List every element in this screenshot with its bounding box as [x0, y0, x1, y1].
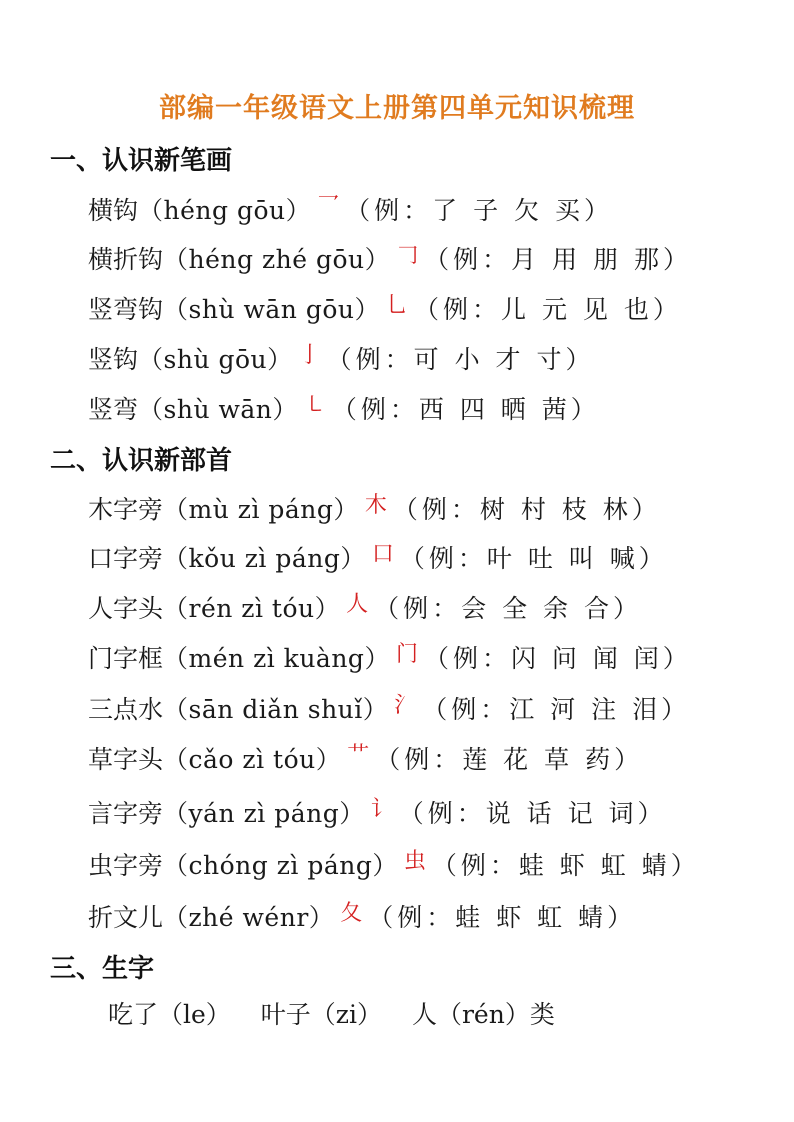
examples: （例：了 子 欠 买） — [345, 196, 613, 225]
list-item — [88, 638, 692, 676]
examples: （例：可 小 才 寸） — [326, 345, 595, 374]
pinyin: （mù zì páng） — [163, 495, 359, 524]
radical-glyph: 夂 — [340, 901, 363, 926]
pinyin: （yán zì páng） — [163, 799, 365, 828]
pinyin: （chóng zì páng） — [163, 851, 398, 880]
stroke-glyph: ㇄ — [303, 393, 326, 418]
radical-name: 折文儿 — [88, 903, 164, 932]
list-item — [88, 538, 668, 576]
examples: （例：西 四 晒 茜） — [331, 395, 600, 424]
radical-name: 木字旁 — [88, 495, 164, 524]
examples: （例：蛙 虾 虹 蜻） — [368, 903, 637, 932]
radical-name: 虫字旁 — [88, 851, 164, 880]
examples: （例：说 话 记 词） — [398, 799, 667, 828]
examples: （例：莲 花 草 药） — [375, 745, 644, 774]
examples: （例：儿 元 见 也） — [414, 295, 682, 324]
radical-glyph: 木 — [364, 493, 387, 518]
radical-name: 三点水 — [88, 695, 164, 724]
section-heading-characters: 三、生字 — [50, 954, 155, 984]
character-item: 叶子（zi） — [260, 1000, 382, 1029]
list-item — [88, 339, 595, 377]
pinyin: （rén zì tóu） — [163, 594, 341, 623]
stroke-name: 横折钩 — [88, 245, 164, 274]
list-item — [88, 689, 690, 727]
stroke-name: 横钩 — [88, 196, 139, 225]
pinyin: （shù gōu） — [138, 345, 293, 374]
pinyin: （héng gōu） — [138, 196, 312, 225]
stroke-glyph: 𠃌 — [396, 243, 419, 268]
radical-name: 草字头 — [88, 745, 164, 774]
list-item — [88, 588, 642, 626]
radical-glyph: 口 — [371, 542, 394, 567]
pinyin: （zhé wénr） — [163, 903, 335, 932]
pinyin: （sān diǎn shuǐ） — [163, 695, 389, 724]
stroke-name: 竖弯钩 — [88, 295, 164, 324]
radical-name: 口字旁 — [88, 544, 164, 573]
list-item — [88, 289, 682, 327]
examples: （例：月 用 朋 那） — [424, 245, 692, 274]
section-heading-radicals: 二、认识新部首 — [50, 446, 233, 476]
examples: （例：江 河 注 泪） — [422, 695, 691, 724]
list-item — [88, 389, 600, 427]
examples: （例：会 全 余 合） — [374, 594, 642, 623]
character-item: 吃了（le） — [108, 1000, 231, 1029]
list-item — [88, 239, 692, 277]
page-title: 部编一年级语文上册第四单元知识梳理 — [159, 93, 635, 124]
pinyin: （shù wān gōu） — [163, 295, 381, 324]
examples: （例：蛙 虾 虹 蜻） — [431, 851, 700, 880]
examples: （例：叶 吐 叫 喊） — [399, 544, 668, 573]
pinyin: （héng zhé gōu） — [163, 245, 391, 274]
radical-glyph: 氵 — [394, 693, 417, 718]
pinyin: （kǒu zì páng） — [163, 544, 366, 573]
radical-glyph: 人 — [346, 592, 369, 617]
radical-name: 门字框 — [88, 644, 164, 673]
list-item — [88, 897, 636, 935]
list-item — [88, 739, 643, 777]
list-item — [88, 190, 613, 228]
stroke-glyph: 亅 — [298, 343, 321, 368]
examples: （例：闪 问 闻 闰） — [423, 644, 692, 673]
radical-glyph: 艹 — [347, 743, 370, 768]
pinyin: （mén zì kuàng） — [163, 644, 390, 673]
character-list — [108, 998, 585, 1032]
stroke-glyph: 乚 — [386, 293, 409, 318]
stroke-name: 竖钩 — [88, 345, 139, 374]
stroke-name: 竖弯 — [88, 395, 139, 424]
list-item — [88, 845, 700, 883]
radical-glyph: 虫 — [403, 849, 426, 874]
radical-name: 言字旁 — [88, 799, 164, 828]
radical-name: 人字头 — [88, 594, 164, 623]
list-item — [88, 489, 661, 527]
radical-glyph: 门 — [395, 642, 418, 667]
examples: （例：树 村 枝 林） — [392, 495, 661, 524]
radical-glyph: 讠 — [370, 797, 393, 822]
pinyin: （cǎo zì tóu） — [163, 745, 342, 774]
stroke-glyph: 乛 — [317, 194, 340, 219]
character-item: 人（rén）类 — [411, 1000, 555, 1029]
pinyin: （shù wān） — [138, 395, 298, 424]
section-heading-strokes: 一、认识新笔画 — [50, 146, 233, 176]
list-item — [88, 793, 667, 831]
